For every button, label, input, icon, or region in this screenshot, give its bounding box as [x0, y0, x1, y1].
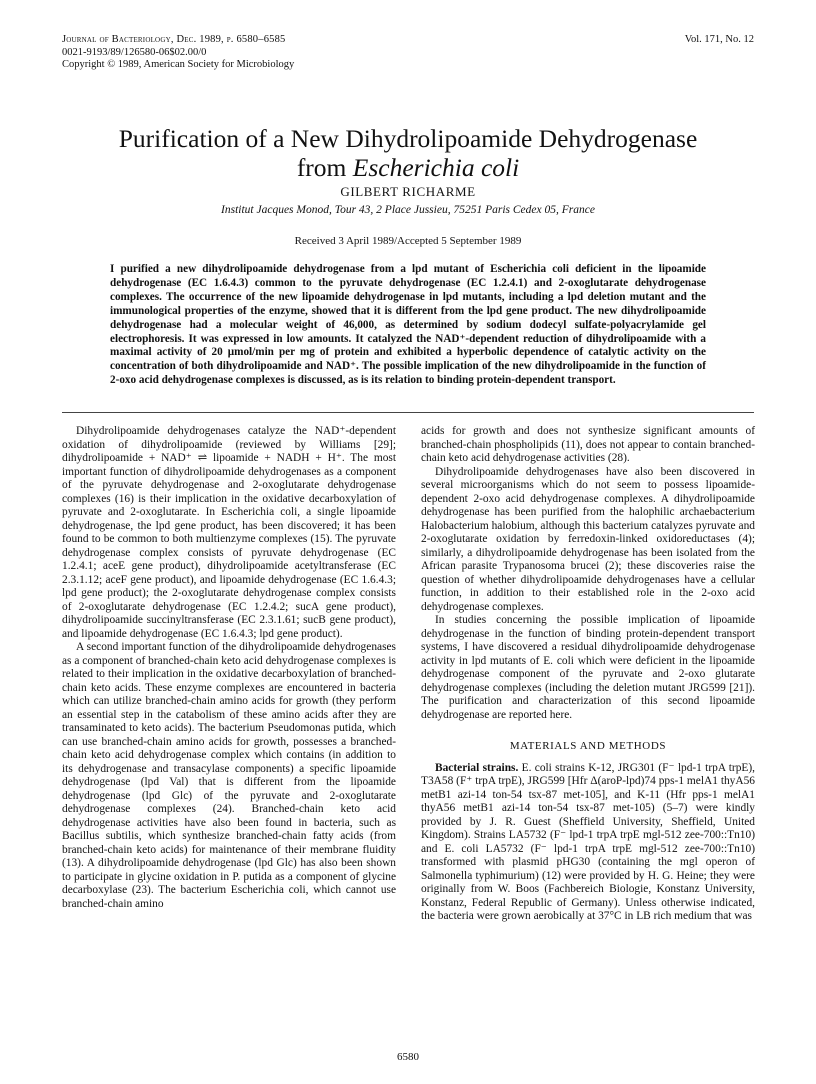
methods-text: E. coli strains K-12, JRG301 (F⁻ lpd-1 trpA trpE), T3A58 (F⁺ trpA trpE), JRG599 [Hfr Δ(aroP-lpd)74 pps-1 melA1 thyA56 metB1 azi-14 ton-54 tsx-87 met-105], and K-11 (Hfr pps-1 melA1 thyA56 metB1 azi-14 ton-54 tsx-87 met-105) (5–7) were kindly provided by J. R. Guest (Sheffield University, Sheffield, United Kingdom). Strains LA5732 (F⁻ lpd-1 trpA trpE mgl-512 zee-700::Tn10) and E. coli LA5732 (F⁻ lpd-1 trpA trpE mgl-512 zee-700::Tn10) transformed with plasmid pHG30 (containing the mgl operon of Salmonella typhimurium) (12) were provided by H. G. Heine; they were originally from W. Boos (Fachbereich Biologie, Konstanz University, Konstanz, Federal Republic of Germany). Unless otherwise indicated, the bacteria were grown aerobically at 37°C in LB rich medium that was [421, 761, 755, 922]
runin-heading-bacterial-strains: Bacterial strains. [435, 761, 519, 774]
author-affiliation: Institut Jacques Monod, Tour 43, 2 Place Jussieu, 75251 Paris Cedex 05, France [221, 204, 595, 216]
journal-code: 0021-9193/89/126580-06$02.00/0 [62, 46, 207, 58]
intro-paragraph-1: Dihydrolipoamide dehydrogenases catalyze the NAD⁺-dependent oxidation of dihydrolipoamide (reviewed by Williams [29]; dihydrolipoamide + NAD⁺ ⇌ lipoamide + NADH + H⁺. The most important function of dihydrolipoamide dehydrogenases as a component of the pyruvate dehydrogenase and 2-oxoglutarate dehydrogenase complexes (16) is their implication in the oxidative decarboxylation of pyruvate and 2-oxoglutarate. In Escherichia coli, a single lipoamide dehydrogenase, the lpd gene product, has been discovered; it has been found to be common to both multienzyme complexes (15). The pyruvate dehydrogenase complex consists of pyruvate dehydrogenase (EC 1.2.4.1; aceE gene product), dihydrolipoamide acetyltransferase (EC 2.3.1.12; aceF gene product), and lipoamide dehydrogenase (EC 1.6.4.3; lpd gene product); the 2-oxoglutarate dehydrogenase complex consists of 2-oxoglutarate dehydrogenase (EC 1.2.4.2; sucA gene product), dihydrolipoamide succinyltransferase (EC 2.3.1.61; sucB gene product), and lipoamide dehydrogenase (EC 1.6.4.3; lpd gene product). [62, 425, 396, 640]
abstract-divider [62, 412, 754, 413]
running-header [62, 34, 754, 72]
title-line-2-prefix: from [296, 153, 353, 182]
received-dates: Received 3 April 1989/Accepted 5 September 1989 [294, 235, 522, 247]
intro-paragraph-5: In studies concerning the possible implication of lipoamide dehydrogenase in the function of binding protein-dependent transport systems, I have discovered a residual dihydrolipoamide dehydrogenase activity in lpd mutants of E. coli which were deficient in the lipoamide dehydrogenase component of the pyruvate and 2-oxo glutarate dehydrogenase complexes (including the deletion mutant JRG599 [21]). The purification and characterization of this second lipoamide dehydrogenase are reported here. [421, 614, 755, 721]
title-line-1: Purification of a New Dihydrolipoamide Dehydrogenase [118, 124, 698, 153]
author-name: GILBERT RICHARME [340, 184, 476, 199]
intro-paragraph-3: acids for growth and does not synthesize significant amounts of branched-chain phospholipids (11), does not appear to contain branched-chain keto acid dehydrogenase activities (28). [421, 425, 755, 464]
page-number: 6580 [397, 1051, 419, 1063]
volume-issue: Vol. 171, No. 12 [684, 34, 754, 45]
title-species: Escherichia coli [352, 153, 520, 182]
section-heading-methods: MATERIALS AND METHODS [509, 740, 667, 752]
copyright-line: Copyright © 1989, American Society for Microbiology [62, 59, 295, 70]
abstract: I purified a new dihydrolipoamide dehydrogenase from a lpd mutant of Escherichia coli deficient in the lipoamide dehydrogenase (EC 1.6.4.3) common to the pyruvate dehydrogenase (EC 1.2.4.1) and 2-oxoglutarate dehydrogenase complexes. The occurrence of the new lipoamide dehydrogenase in lpd mutants, including a lpd deletion mutant and the immunological properties of the enzyme, showed that it is different from the lpd gene product. The new dihydrolipoamide dehydrogenase had a molecular weight of 46,000, as determined by sodium dodecyl sulfate-polyacrylamide gel electrophoresis. It was expressed in low amounts. It catalyzed the NAD⁺-dependent reduction of dihydrolipoamide with a maximal activity of 20 μmol/min per mg of protein and exhibited a hyperbolic dependence of catalytic activity on the concentration of both dihydrolipoamide and NAD⁺. The possible implication of the new dihydrolipoamide in the function of 2-oxo acid dehydrogenase complexes is discussed, as is its relation to binding protein-dependent transport. [110, 263, 706, 387]
intro-paragraph-4: Dihydrolipoamide dehydrogenases have also been discovered in several microorganisms which do not seem to possess lipoamide-dependent 2-oxo acid dehydrogenase complexes. A dihydrolipoamide dehydrogenase has been purified from the halophilic archaebacterium Halobacterium halobium, although this bacterium catalyzes pyruvate and 2-oxoglutarate oxidation by ferredoxin-linked oxidoreductases (4); similarly, a dihydrolipoamide dehydrogenase has been isolated from the African parasite Trypanosoma brucei (2); these discoveries raise the question of whether dihydrolipoamide dehydrogenases have a cellular function, in addition to their established role in the 2-oxo acid dehydrogenase complexes. [421, 465, 755, 613]
title-line-2 [60, 153, 756, 182]
left-column [62, 425, 396, 911]
methods-paragraph [421, 762, 755, 924]
journal-citation: Journal of Bacteriology, Dec. 1989, p. 6580–6585 [62, 34, 286, 45]
article-title [60, 124, 756, 182]
right-column [421, 425, 755, 924]
intro-paragraph-2: A second important function of the dihydrolipoamide dehydrogenases as a component of branched-chain keto acid dehydrogenase complexes is related to their implication in the oxidative decarboxylation of branched-chain keto acids. These enzyme complexes are encountered in bacteria which can utilize branched-chain amino acids for growth (they perform an essential step in the catabolism of these amino acids after they are transaminated to keto acids). The bacterium Pseudomonas putida, which can use branched-chain amino acids for growth, possesses a branched-chain keto acid dehydrogenase complex which contains (in addition to its dehydrogenase and transacylase components) a specific lipoamide dehydrogenase (lpd Val) that is different from the lipoamide dehydrogenase (lpd Glc) of the pyruvate and 2-oxoglutarate dehydrogenase complexes (24). Branched-chain keto acid dehydrogenase activities have also been found in bacteria, such as Bacillus subtilis, which synthesize branched-chain fatty acids (from branched-chain keto acids) for maintenance of their membrane fluidity (13). A dihydrolipoamide dehydrogenase (lpd Glc) has also been shown to participate in glycine oxidation in P. putida as a component of glycine decarboxylase (23). The bacterium Escherichia coli, which cannot use branched-chain amino [62, 641, 396, 910]
